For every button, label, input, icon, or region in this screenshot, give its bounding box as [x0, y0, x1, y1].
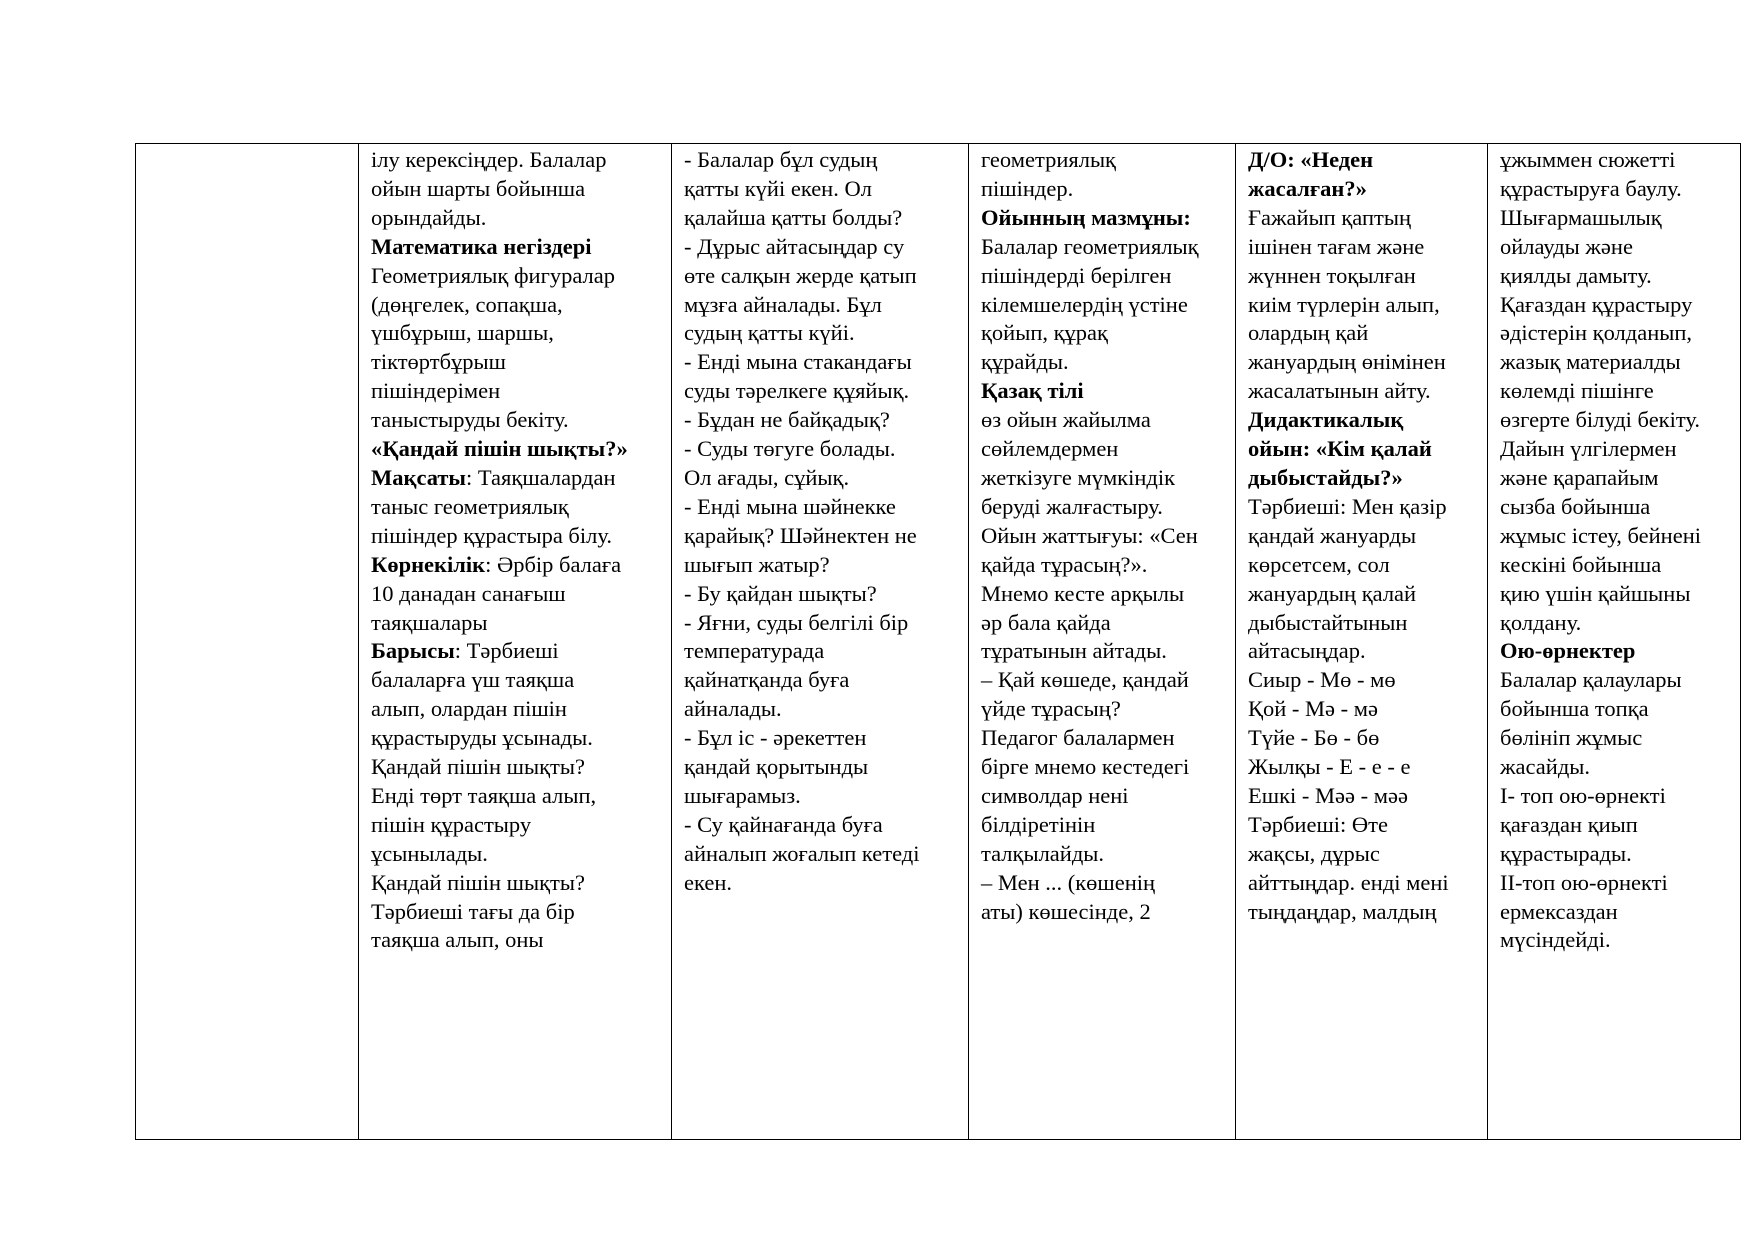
text-line: Ою-өрнектер	[1500, 638, 1636, 664]
text-line: 10 данадан санағыш	[371, 580, 566, 606]
text-line: - Бұдан не байқадық?	[684, 407, 890, 433]
text-line: дыбыстайтынын	[1248, 609, 1408, 635]
text-line: алып, олардан пішін	[371, 696, 567, 722]
text-line: судың қатты күйі.	[684, 320, 855, 346]
text-line: жануардың өнімінен	[1248, 349, 1446, 375]
text-line: Педагог балалармен	[981, 725, 1175, 751]
bold-lead-term: Көрнекілік	[371, 551, 486, 577]
text-line: қиялды дамыту.	[1500, 262, 1652, 288]
text-line: қайнатқанда буға	[684, 667, 850, 693]
text-line: Ғажайып қаптың	[1248, 204, 1412, 230]
text-line: таяқшалары	[371, 609, 488, 635]
text-line: Тәрбиеші тағы да бір	[371, 898, 575, 924]
text-line: орындайды.	[371, 204, 487, 230]
text-line: Қандай пішін шықты?	[371, 754, 585, 780]
text-line: мүсіндейді.	[1500, 927, 1611, 953]
text-line: ұсынылады.	[371, 840, 488, 866]
text-line: бойынша топқа	[1500, 696, 1649, 722]
text-line: Сиыр - Мө - мө	[1248, 667, 1396, 693]
text-line: жасалатынын айту.	[1248, 378, 1431, 404]
column-kazakh-language-cell	[969, 144, 1236, 1140]
column-ornaments-cell	[1488, 144, 1741, 1140]
text-line: Тәрбиеші: Мен қазір	[1248, 493, 1447, 519]
bold-lead-term: Мақсаты	[371, 464, 466, 490]
column-water-states-cell	[672, 144, 969, 1140]
text-line: шығарамыз.	[684, 782, 801, 808]
text-line: қандай қорытынды	[684, 754, 869, 780]
text-line: Математика негіздері	[371, 233, 592, 259]
text-line: айналады.	[684, 696, 782, 722]
text-line: суды тәрелкеге құяйық.	[684, 378, 910, 404]
text-line: Енді төрт таяқша алып,	[371, 782, 597, 808]
text-line: тыңдаңдар, малдың	[1248, 898, 1437, 924]
text-line: Дайын үлгілермен	[1500, 436, 1677, 462]
text-line: шығып жатыр?	[684, 551, 830, 577]
text-line: қалайша қатты болды?	[684, 204, 903, 230]
text-line: Балалар қалаулары	[1500, 667, 1682, 693]
text-line: - Бу қайдан шықты?	[684, 580, 877, 606]
text-line: – Мен ... (көшенің	[981, 869, 1156, 895]
bold-lead-term: Барысы	[371, 638, 455, 664]
text-line: жұмыс істеу, бейнені	[1500, 522, 1702, 548]
text-line: олардың қай	[1248, 320, 1369, 346]
text-line: пішіндерді берілген	[981, 262, 1172, 288]
text-line: үшбұрыш, шаршы,	[371, 320, 554, 346]
text-line: - Балалар бұл судың	[684, 147, 878, 172]
text-line: ішінен тағам және	[1248, 233, 1425, 259]
text-line: - Бұл іс - әрекеттен	[684, 725, 867, 751]
text-line: Д/О: «Неден	[1248, 147, 1374, 172]
line-text: : Таяқшалардан	[466, 464, 616, 490]
text-line: - Енді мына шәйнекке	[684, 493, 896, 519]
text-line: білдіретінін	[981, 811, 1096, 837]
text-line: Қағаздан құрастыру	[1500, 291, 1693, 317]
text-line: кескіні бойынша	[1500, 551, 1662, 577]
text-line: «Қандай пішін шықты?»	[371, 436, 628, 462]
text-line: қолдану.	[1500, 609, 1582, 635]
text-line: температурада	[684, 638, 825, 664]
text-line: қатты күйі екен. Ол	[684, 175, 872, 201]
text-line: айтасыңдар.	[1248, 638, 1366, 664]
text-line: геометриялық	[981, 147, 1116, 172]
line-text: : Әрбір балаға	[485, 551, 622, 577]
text-line: Дидактикалық	[1248, 407, 1404, 433]
text-line: екен.	[684, 869, 733, 895]
text-line: пішіндер құрастыра білу.	[371, 522, 612, 548]
text-line: таныс геометриялық	[371, 493, 569, 519]
text-line: бірге мнемо кестедегі	[981, 754, 1190, 780]
text-line: қайда тұрасың?».	[981, 551, 1148, 577]
text-line: Балалар геометриялық	[981, 233, 1199, 259]
text-line: және қарапайым	[1500, 464, 1659, 490]
text-line: ұжыммен сюжетті	[1500, 147, 1676, 172]
text-line: - Яғни, суды белгілі бір	[684, 609, 909, 635]
text-line: сөйлемдермен	[981, 436, 1119, 462]
text-line: Мнемо кесте арқылы	[981, 580, 1185, 606]
text-line: мұзға айналады. Бұл	[684, 291, 882, 317]
text-line: символдар нені	[981, 782, 1129, 808]
text-line: - Су қайнағанда буға	[684, 811, 883, 837]
text-line: таяқша алып, оны	[371, 927, 544, 953]
column-mathematics-cell	[359, 144, 672, 1140]
text-line: пішіндер.	[981, 175, 1074, 201]
text-line: ойын шарты бойынша	[371, 175, 586, 201]
text-line: қию үшін қайшыны	[1500, 580, 1691, 606]
line-text: : Тәрбиеші	[454, 638, 559, 664]
text-line	[371, 464, 665, 493]
text-line: өз ойын жайылма	[981, 407, 1151, 433]
text-line: Ешкі - Мәә - мәә	[1248, 782, 1408, 808]
text-line: ІІ-топ ою-өрнекті	[1500, 869, 1668, 895]
text-line: өзгерте білуді бекіту.	[1500, 407, 1701, 433]
text-line: үйде тұрасың?	[981, 696, 1121, 722]
text-line: қарайық? Шәйнектен не	[684, 522, 917, 548]
text-line: киім түрлерін алып,	[1248, 291, 1440, 317]
text-line: жүннен тоқылған	[1248, 262, 1416, 288]
text-line: құрастыруды ұсынады.	[371, 725, 593, 751]
text-line: аты) көшесінде, 2	[981, 898, 1151, 924]
text-line: пішін құрастыру	[371, 811, 532, 837]
text-line: құрайды.	[981, 349, 1069, 375]
text-line: І- топ ою-өрнекті	[1500, 782, 1666, 808]
text-line: ілу керексіңдер. Балалар	[371, 147, 607, 172]
text-line: ойын: «Кім қалай	[1248, 436, 1432, 462]
text-line: қандай жануарды	[1248, 522, 1417, 548]
text-line: - Енді мына стакандағы	[684, 349, 912, 375]
text-line: ермексаздан	[1500, 898, 1618, 924]
text-line: сызба бойынша	[1500, 493, 1651, 519]
column-didactic-games-cell	[1236, 144, 1488, 1140]
text-line: балаларға үш таяқша	[371, 667, 575, 693]
text-line: әдістерін қолданып,	[1500, 320, 1693, 346]
text-line: дыбыстайды?»	[1248, 464, 1403, 490]
text-line: жануардың қалай	[1248, 580, 1417, 606]
text-line: өте салқын жерде қатып	[684, 262, 917, 288]
text-line: көлемді пішінге	[1500, 378, 1654, 404]
text-line: жазық материалды	[1500, 349, 1681, 375]
text-line: Геометриялық фигуралар	[371, 262, 615, 288]
text-line: әр бала қайда	[981, 609, 1111, 635]
text-line: қағаздан қиып	[1500, 811, 1638, 837]
table-row	[136, 144, 1741, 1140]
text-line: беруді жалғастыру.	[981, 493, 1163, 519]
text-line: тіктөртбұрыш	[371, 349, 506, 375]
text-line: таныстыруды бекіту.	[371, 407, 569, 433]
lesson-plan-table	[135, 143, 1741, 1140]
text-line: (дөңгелек, сопақша,	[371, 291, 563, 317]
text-line: тұратынын айтады.	[981, 638, 1167, 664]
text-line: құрастыруға баулу.	[1500, 175, 1682, 201]
text-line: – Қай көшеде, қандай	[981, 667, 1189, 693]
text-line: көрсетсем, сол	[1248, 551, 1390, 577]
text-line: жасалған?»	[1248, 175, 1367, 201]
text-line: жеткізуге мүмкіндік	[981, 464, 1176, 490]
text-line: Жылқы - Е - е - е	[1248, 754, 1411, 780]
text-line: бөлініп жұмыс	[1500, 725, 1643, 751]
text-line: талқылайды.	[981, 840, 1105, 866]
column-empty-cell	[136, 144, 359, 1140]
text-line: құрастырады.	[1500, 840, 1632, 866]
text-line: Қандай пішін шықты?	[371, 869, 585, 895]
text-line: Түйе - Бө - бө	[1248, 725, 1380, 751]
text-line: - Суды төгуге болады.	[684, 436, 896, 462]
text-line: қойып, құрақ	[981, 320, 1108, 346]
text-line: Шығармашылық	[1500, 204, 1662, 230]
text-line: айналып жоғалып кетеді	[684, 840, 920, 866]
text-line: Ойын жаттығуы: «Сен	[981, 522, 1198, 548]
text-line: жақсы, дұрыс	[1248, 840, 1380, 866]
text-line: Тәрбиеші: Өте	[1248, 811, 1388, 837]
text-line: Ойынның мазмұны:	[981, 204, 1191, 230]
text-line: Ол ағады, сұйық.	[684, 464, 850, 490]
text-line: жасайды.	[1500, 754, 1591, 780]
text-line	[371, 637, 665, 666]
text-line: пішіндерімен	[371, 378, 501, 404]
text-line: - Дұрыс айтасыңдар су	[684, 233, 905, 259]
text-line	[371, 551, 665, 580]
text-line: ойлауды және	[1500, 233, 1633, 259]
text-line: айттыңдар. енді мені	[1248, 869, 1449, 895]
text-line: Қазақ тілі	[981, 378, 1084, 404]
text-line: кілемшелердің үстіне	[981, 291, 1188, 317]
text-line: Қой - Мә - мә	[1248, 696, 1379, 722]
